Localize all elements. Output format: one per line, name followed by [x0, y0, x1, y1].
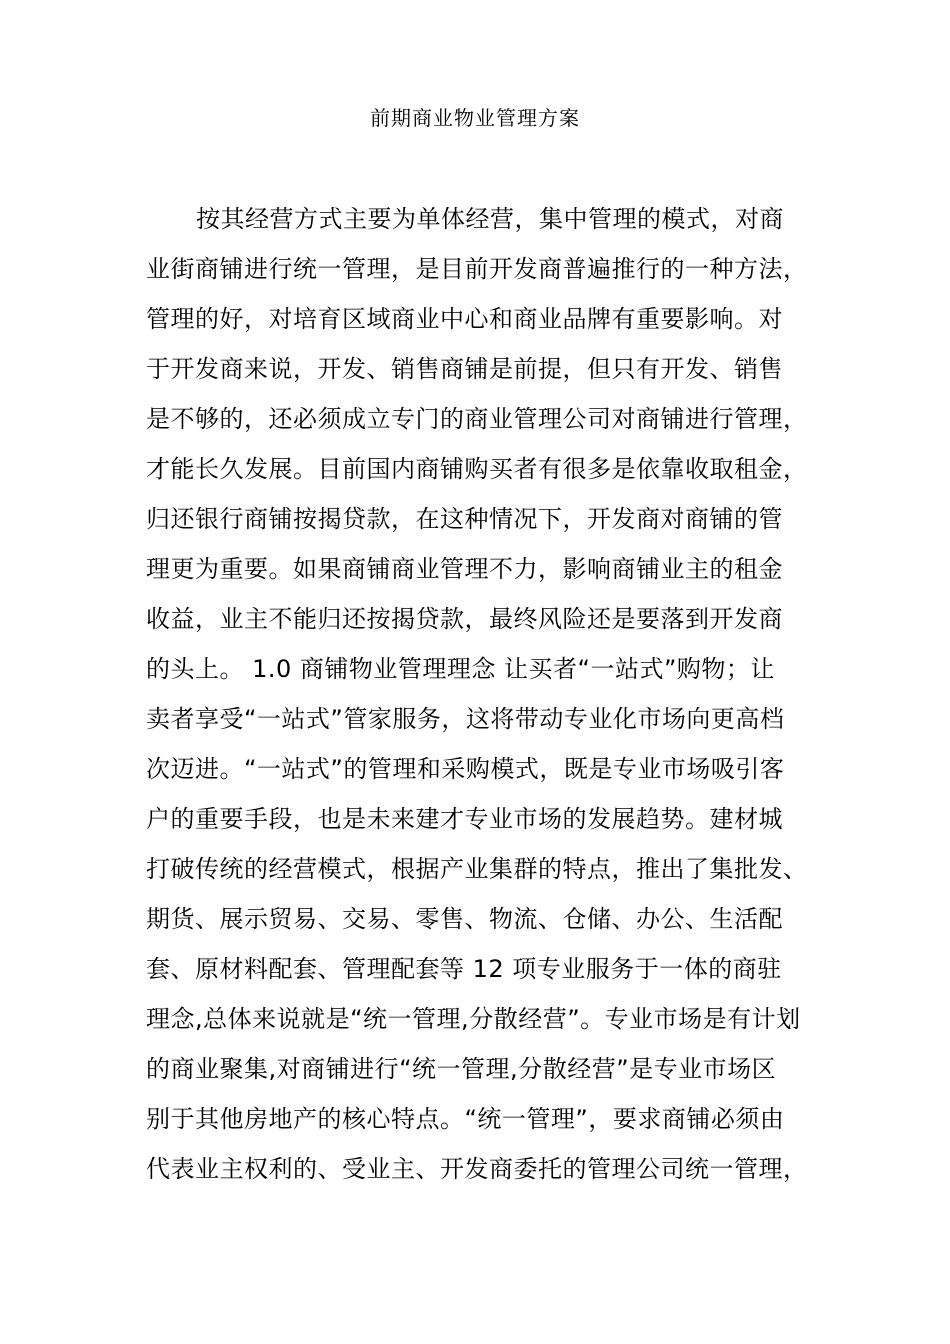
- paragraph-line: 期货、展示贸易、交易、零售、物流、仓储、办公、生活配: [146, 905, 783, 933]
- paragraph-line: 套、原材料配套、管理配套等 12 项专业服务于一体的商驻: [146, 955, 782, 983]
- paragraph-line: 按其经营方式主要为单体经营，集中管理的模式，对商: [196, 205, 784, 233]
- paragraph-line: 才能长久发展。目前国内商铺购买者有很多是依靠收取租金，: [146, 455, 808, 483]
- paragraph-line: 户的重要手段，也是未来建才专业市场的发展趋势。建材城: [146, 805, 783, 833]
- paragraph-line: 打破传统的经营模式，根据产业集群的特点，推出了集批发、: [146, 855, 808, 883]
- paragraph-line: 别于其他房地产的核心特点。“统一管理”，要求商铺必须由: [146, 1105, 785, 1133]
- paragraph-line: 归还银行商铺按揭贷款，在这种情况下，开发商对商铺的管: [146, 505, 783, 533]
- paragraph-line: 的头上。 1.0 商铺物业管理理念 让买者“一站式”购物；让: [146, 655, 775, 683]
- body-text: [146, 202, 846, 1202]
- paragraph-line: 理念,总体来说就是“统一管理,分散经营”。专业市场是有计划: [146, 1005, 801, 1033]
- paragraph-line: 次迈进。“一站式”的管理和采购模式，既是专业市场吸引客: [146, 755, 785, 783]
- document-title: 前期商业物业管理方案: [370, 106, 580, 130]
- paragraph-line: 理更为重要。如果商铺商业管理不力，影响商铺业主的租金: [146, 555, 783, 583]
- paragraph-line: 卖者享受“一站式”管家服务，这将带动专业化市场向更高档: [146, 705, 785, 733]
- paragraph-line: 代表业主权利的、受业主、开发商委托的管理公司统一管理，: [146, 1155, 808, 1183]
- paragraph-line: 管理的好，对培育区域商业中心和商业品牌有重要影响。对: [146, 305, 783, 333]
- paragraph-line: 是不够的，还必须成立专门的商业管理公司对商铺进行管理，: [146, 405, 808, 433]
- paragraph-line: 的商业聚集,对商铺进行“统一管理,分散经营”是专业市场区: [146, 1055, 777, 1083]
- paragraph-line: 收益，业主不能归还按揭贷款，最终风险还是要落到开发商: [146, 605, 783, 633]
- paragraph-line: 业街商铺进行统一管理，是目前开发商普遍推行的一种方法，: [146, 255, 808, 283]
- paragraph-line: 于开发商来说，开发、销售商铺是前提，但只有开发、销售: [146, 355, 783, 383]
